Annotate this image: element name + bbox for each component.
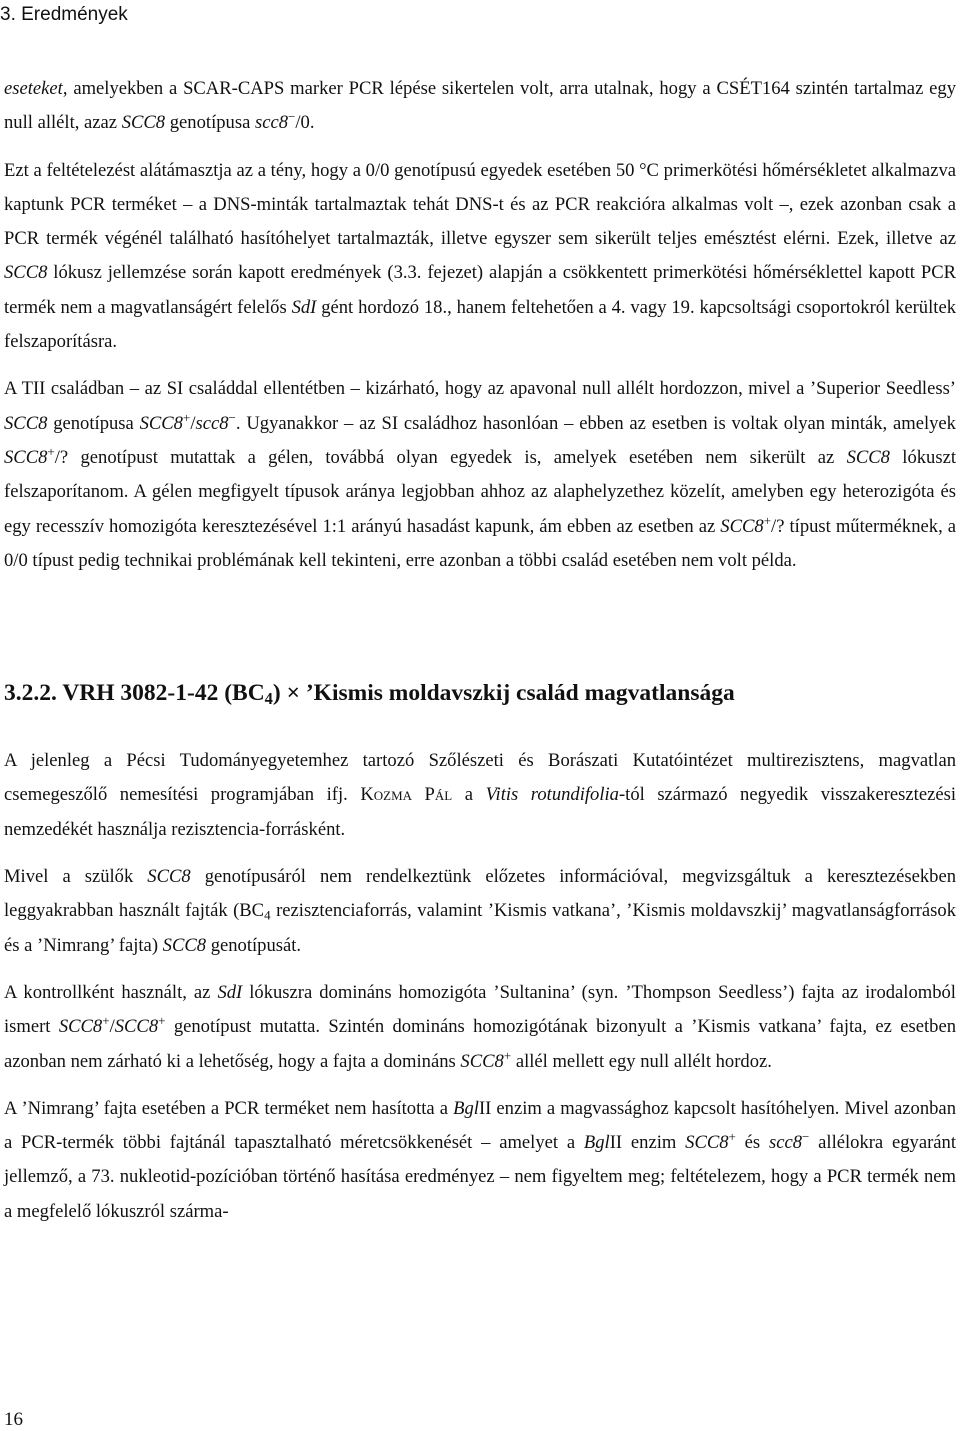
section-heading: 3.2.2. VRH 3082-1-42 $(BC_4)$ × ’Kismis moldavszkij család magvatlansága [4, 680, 735, 709]
paragraph-1: eseteket, amelyekben a SCAR-CAPS marker PCR lépése sikertelen volt, arra utalnak, hogy a CSÉT164 szintén tartalmaz egy null allélt, azaz SCC8 genotípusa scc8−/0. [4, 78, 956, 134]
page-number: 16 [4, 1409, 23, 1430]
section-paragraph-3: A kontrollként használt, az SdI lókuszra domináns homozigóta ’Sultanina’ (syn. ’Thompson Seedless’) fajta az irodalomból ismert SCC8+/SCC8+ genotípust mutatta. Szintén domináns homozigótának bizonyult a ’Kismis vatkana’ fajta, ez esetben azonban nem zárható ki a lehetőség, hogy a fajta a domináns SCC8+ allél mellett egy null allélt hordoz. [4, 981, 957, 1072]
page-body [4, 72, 956, 1229]
section-paragraph-1: A jelenleg a Pécsi Tudományegyetemhez tartozó Szőlészeti és Borászati Kutatóintézet multirezisztens, magvatlan csemegeszőlő nemesítési programjában ifj. Kozma Pál a Vitis rotundifolia-tól származó negyedik visszakeresztezési nemzedékét használja rezisztencia-forrásként. [4, 750, 956, 840]
section-paragraph-2: Mivel a szülők SCC8 genotípusáról nem rendelkeztünk előzetes információval, megvizsgáltuk a keresztezésekben leggyakrabban használt fajták ($BC_4$ rezisztenciaforrás, valamint ’Kismis vatkana’, ’Kismis moldavszkij’ magvatlanságforrások és a ’Nimrang’ fajta) SCC8 genotípusát. [4, 866, 956, 956]
running-head: 3. Eredmények [0, 4, 128, 25]
paragraph-2: Ezt a feltételezést alátámasztja az a tény, hogy a 0/0 genotípusú egyedek esetében 50 °C primerkötési hőmérsékletet alkalmazva kaptunk PCR terméket – a DNS-minták tartalmaztak tehát DNS-t és az PCR reakcióra alkalmas volt –, ezek azonban csak a PCR termék végénél található hasítóhelyet tartalmazták, illetve egyszer sem sikerült teljes emésztést elérni. Ezek, illetve az SCC8 lókusz jellemzése során kapott eredmények (3.3. fejezet) alapján a csökkentett primerkötési hőmérséklettel kapott PCR termék nem a magvatlanságért felelős SdI gént hordozó 18., hanem feltehetően a 4. vagy 19. kapcsoltsági csoportokról kerültek felszaporításra. [4, 159, 956, 353]
section-paragraph-4: A ’Nimrang’ fajta esetében a PCR terméket nem hasította a BglII enzim a magvassághoz kapcsolt hasítóhelyen. Mivel azonban a PCR-termék többi fajtánál tapasztalható méretcsökkenését – amelyet a BglII enzim SCC8+ és scc8− allélokra egyaránt jellemző, a 73. nukleotid-pozícióban történő hasítása eredményez – nem figyeltem meg; feltételezem, hogy a PCR termék nem a megfelelő lókuszról szárma- [4, 1097, 956, 1222]
paragraph-3: A TII családban – az SI családdal ellentétben – kizárható, hogy az apavonal null allélt hordozzon, mivel a ’Superior Seedless’ SCC8 genotípusa SCC8+/scc8−. Ugyanakkor – az SI családhoz hasonlóan – ebben az esetben is voltak olyan minták, amelyek SCC8+/? genotípust mutattak a gélen, továbbá olyan egyedek is, amelyek esetében nem sikerült az SCC8 lókuszt felszaporítanom. A gélen megfigyelt típusok aránya legjobban ahhoz az alaphelyzethez közelít, amelyben egy heterozigóta és egy recesszív homozigóta keresztezésével 1:1 arányú hasadást kapunk, ám ebben az esetben az SCC8+/? típust műterméknek, a 0/0 típust pedig technikai problémának kell tekinteni, erre azonban a többi család esetében nem volt példa. [4, 378, 956, 571]
